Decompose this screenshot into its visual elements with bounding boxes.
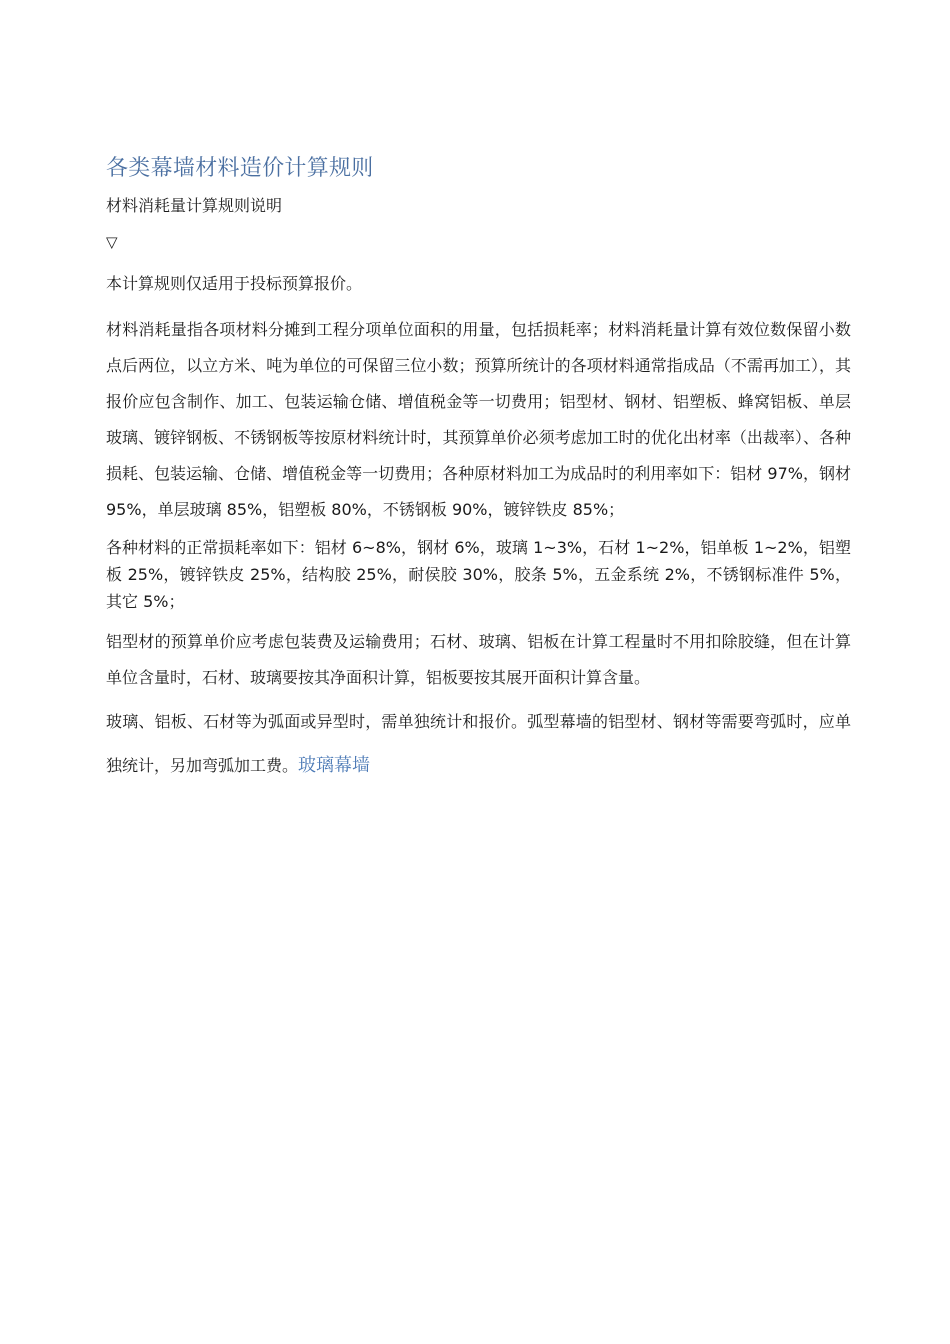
glass-curtain-wall-link[interactable]: 玻璃幕墙	[298, 755, 371, 776]
intro-paragraph: 本计算规则仅适用于投标预算报价。	[106, 274, 363, 293]
curved-paragraph	[106, 700, 851, 788]
calculation-paragraph: 铝型材的预算单价应考虑包装费及运输费用；石材、玻璃、铝板在计算工程量时不用扣除胶缝，但在计算单位含量时，石材、玻璃要按其净面积计算，铝板要按其展开面积计算含量。	[106, 632, 851, 687]
loss-rate-paragraph: 各种材料的正常损耗率如下：铝材 6~8%，钢材 6%，玻璃 1~3%，石材 1~2%，铝单板 1~2%，铝塑板 25%，镀锌铁皮 25%，结构胶 25%，耐侯胶 30%，胶条 5%，五金系统 2%，不锈钢标准件 5%，其它 5%；	[106, 538, 851, 611]
page-title: 各类幕墙材料造价计算规则	[106, 156, 374, 181]
document-body	[106, 154, 851, 788]
consumption-paragraph: 材料消耗量指各项材料分摊到工程分项单位面积的用量，包括损耗率；材料消耗量计算有效位数保留小数点后两位，以立方米、吨为单位的可保留三位小数；预算所统计的各项材料通常指成品（不需再加工），其报价应包含制作、加工、包装运输仓储、增值税金等一切费用；铝型材、钢材、铝塑板、蜂窝铝板、单层玻璃、镀锌钢板、不锈钢板等按原材料统计时，其预算单价必须考虑加工时的优化出材率（出裁率）、各种损耗、包装运输、仓储、增值税金等一切费用；各种原材料加工为成品时的利用率如下：铝材 97%，钢材 95%，单层玻璃 85%，铝塑板 80%，不锈钢板 90%，镀锌铁皮 85%；	[106, 320, 851, 519]
triangle-marker-icon: ▽	[106, 233, 118, 251]
curved-paragraph-text: 玻璃、铝板、石材等为弧面或异型时，需单独统计和报价。弧型幕墙的铝型材、钢材等需要弯弧时，应单独统计，另加弯弧加工费。	[106, 712, 851, 775]
section-subtitle: 材料消耗量计算规则说明	[106, 196, 283, 215]
